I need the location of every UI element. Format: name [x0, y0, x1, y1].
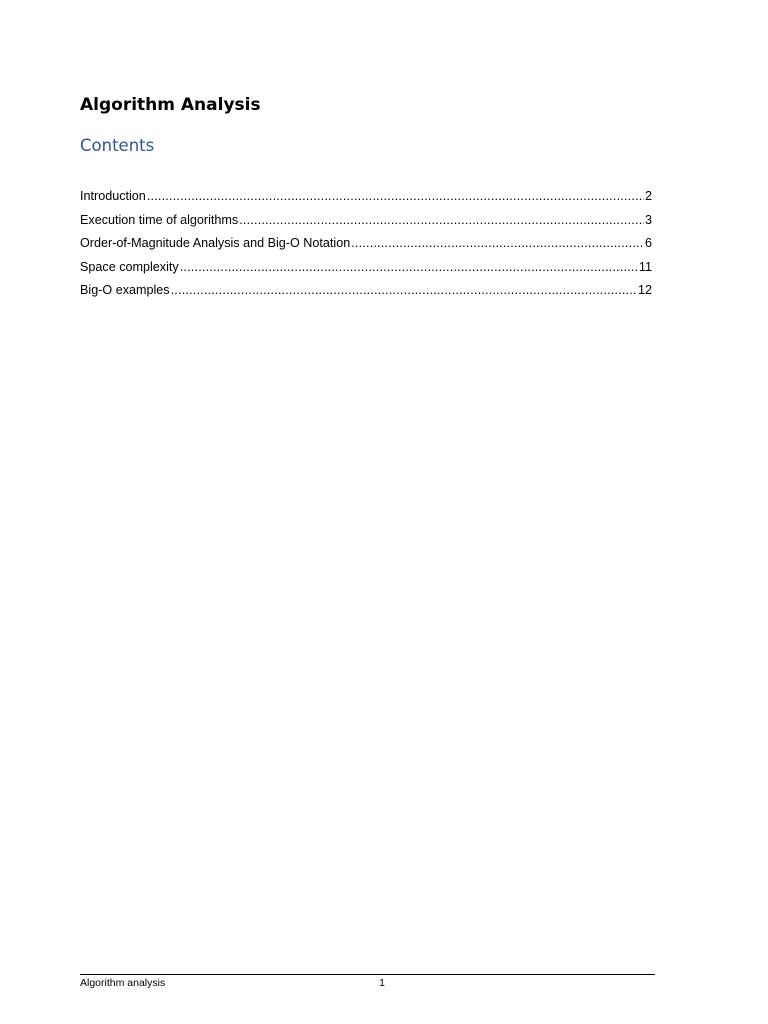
toc-entry-page: 11 [638, 259, 652, 274]
toc-dot-leader [180, 257, 638, 277]
toc-dot-leader [351, 233, 644, 253]
table-of-contents [80, 186, 652, 304]
toc-dot-leader [171, 280, 637, 300]
toc-entry-page: 2 [644, 189, 652, 203]
toc-dot-leader [239, 210, 644, 230]
toc-entry-page: 6 [644, 236, 652, 250]
toc-entry-execution-time[interactable] [80, 210, 652, 234]
toc-entry-text: Order-of-Magnitude Analysis and Big-O Notation [80, 236, 351, 250]
toc-entry-text: Execution time of algorithms [80, 212, 239, 227]
toc-entry-text: Big-O examples [80, 283, 170, 297]
document-title: Algorithm Analysis [80, 95, 261, 115]
toc-entry-page: 3 [644, 212, 652, 227]
toc-entry-big-o-examples[interactable] [80, 280, 652, 304]
toc-entry-text: Introduction [80, 189, 146, 203]
toc-entry-page: 12 [637, 283, 652, 297]
footer-page-number: 1 [379, 977, 385, 989]
footer-document-name: Algorithm analysis [80, 977, 166, 989]
toc-heading: Contents [80, 136, 155, 155]
toc-dot-leader [147, 186, 644, 206]
toc-entry-order-of-magnitude[interactable] [80, 233, 652, 257]
toc-entry-space-complexity[interactable] [80, 257, 652, 281]
toc-entry-introduction[interactable] [80, 186, 652, 210]
toc-entry-text: Space complexity [80, 259, 179, 274]
footer-divider [80, 974, 655, 975]
